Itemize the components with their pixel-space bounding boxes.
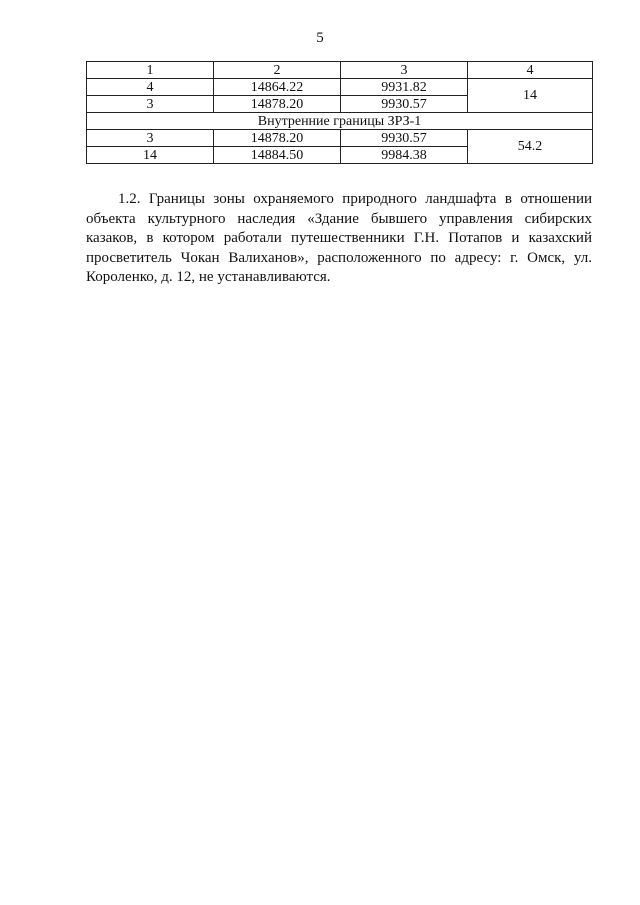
coordinates-table	[86, 61, 593, 164]
page-number: 5	[316, 30, 324, 46]
y-coordinate-cell: 9984.38	[341, 147, 468, 164]
point-number-cell: 3	[87, 130, 214, 147]
section-title-cell: Внутренние границы ЗРЗ-1	[87, 113, 593, 130]
table-header-row	[87, 62, 593, 79]
y-coordinate-cell: 9930.57	[341, 96, 468, 113]
x-coordinate-cell: 14864.22	[214, 79, 341, 96]
x-coordinate-cell: 14884.50	[214, 147, 341, 164]
table-row	[87, 130, 593, 147]
table-header-cell: 4	[468, 62, 593, 79]
segment-length-cell: 54.2	[468, 130, 593, 164]
point-number-cell: 14	[87, 147, 214, 164]
point-number-cell: 3	[87, 96, 214, 113]
table-header-cell: 3	[341, 62, 468, 79]
x-coordinate-cell: 14878.20	[214, 96, 341, 113]
table-header-cell: 1	[87, 62, 214, 79]
point-number-cell: 4	[87, 79, 214, 96]
table-row	[87, 79, 593, 96]
y-coordinate-cell: 9930.57	[341, 130, 468, 147]
x-coordinate-cell: 14878.20	[214, 130, 341, 147]
body-paragraph: 1.2. Границы зоны охраняемого природного ландшафта в отношении объекта культурного наследия «Здание бывшего управления сибирских казаков, в котором работали путешественники Г.Н. Потапов и казахский просветитель Чокан Валиханов», расположенного по адресу: г. Омск, ул. Короленко, д. 12, не устанавливаются.	[86, 191, 592, 285]
section-title-row	[87, 113, 593, 130]
table-header-cell: 2	[214, 62, 341, 79]
segment-length-cell: 14	[468, 79, 593, 113]
y-coordinate-cell: 9931.82	[341, 79, 468, 96]
